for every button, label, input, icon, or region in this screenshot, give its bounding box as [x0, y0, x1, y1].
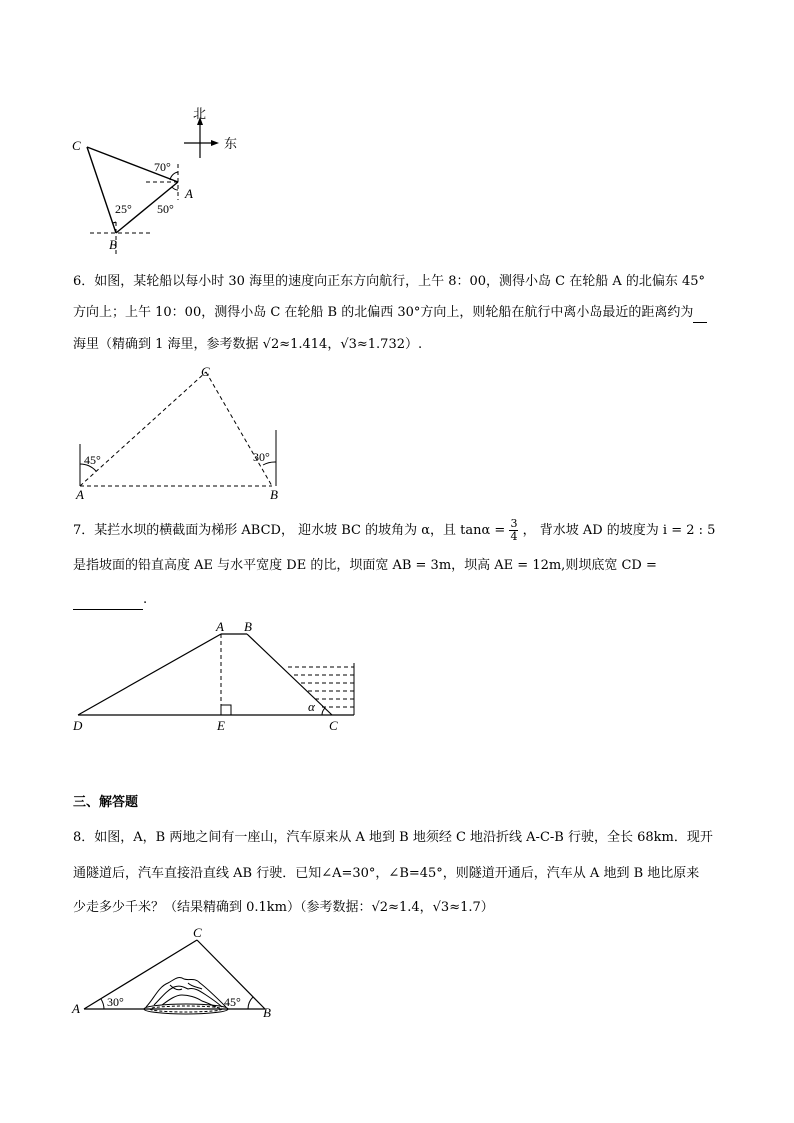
q7-answer-blank[interactable] [73, 590, 143, 610]
q7-label-E: E [217, 718, 225, 733]
q8-label-B: B [263, 1005, 271, 1020]
label-A: A [185, 186, 193, 201]
q8-angle-45: 45° [224, 995, 241, 1009]
q6-label-A: A [76, 487, 84, 502]
q6-line2 [73, 303, 707, 323]
q7-label-C: C [329, 718, 338, 733]
q6-angle-45: 45° [84, 453, 101, 467]
q6-line2-text: 方向上；上午 10：00，测得小岛 C 在轮船 B 的北偏西 30°方向上，则轮船在航行中离小岛最近的距离约为 [73, 305, 694, 320]
q8-line3: 少走多少千米？（结果精确到 0.1km）（参考数据：√2≈1.4，√3≈1.7） [73, 900, 494, 915]
north-label: 北 [193, 106, 207, 121]
section-title: 三、解答题 [73, 795, 139, 810]
q6-label-C: C [201, 364, 210, 379]
q8-label-A: A [72, 1001, 80, 1016]
east-label: 东 [224, 136, 238, 151]
q7-line2: 是指坡面的铅直高度 AE 与水平宽度 DE 的比，坝面宽 AB = 3m，坝高 AE = 12m,则坝底宽 CD = [73, 558, 657, 573]
figure-q5 [60, 100, 280, 260]
q7-label-B: B [244, 619, 252, 634]
q7-line1 [73, 518, 715, 543]
angle-70: 70° [154, 160, 171, 174]
q7-label-A: A [216, 619, 224, 634]
q8-angle-30: 30° [107, 995, 124, 1009]
figure-q7 [70, 618, 370, 738]
q7-frac-num: 3 [510, 517, 518, 530]
q8-line1: 8．如图，A，B 两地之间有一座山，汽车原来从 A 地到 B 地须经 C 地沿折线 A-C-B 行驶，全长 68km．现开 [73, 830, 713, 845]
q6-label-B: B [270, 487, 278, 502]
figure-q6 [70, 360, 300, 505]
q7-label-D: D [73, 718, 83, 733]
q7-fraction [509, 518, 518, 543]
q7-line1-a: 7．某拦水坝的横截面为梯形 ABCD， 迎水坡 BC 的坡角为 α，且 tanα = [73, 523, 506, 538]
angle-50: 50° [157, 202, 174, 216]
label-B: B [109, 237, 117, 252]
q7-line1-b: ， 背水坡 AD 的坡度为 i = 2 : 5 [522, 523, 716, 538]
q7-frac-den: 4 [510, 530, 518, 543]
q7-line3 [73, 590, 147, 610]
q7-label-alpha: α [308, 699, 315, 714]
figure-q8 [70, 925, 290, 1025]
q8-label-C: C [193, 925, 202, 940]
q6-angle-30: 30° [253, 450, 270, 464]
q8-line2: 通隧道后，汽车直接沿直线 AB 行驶．已知∠A=30°，∠B=45°，则隧道开通后，汽车从 A 地到 B 地比原来 [73, 866, 700, 881]
angle-25: 25° [115, 202, 132, 216]
q6-line3: 海里（精确到 1 海里，参考数据 √2≈1.414，√3≈1.732）. [73, 337, 423, 352]
q7-line3-text: . [143, 592, 148, 607]
q6-answer-blank[interactable] [693, 303, 707, 323]
label-C: C [72, 138, 81, 153]
q6-line1: 6．如图，某轮船以每小时 30 海里的速度向正东方向航行，上午 8：00，测得小岛 C 在轮船 A 的北偏东 45° [73, 274, 706, 289]
